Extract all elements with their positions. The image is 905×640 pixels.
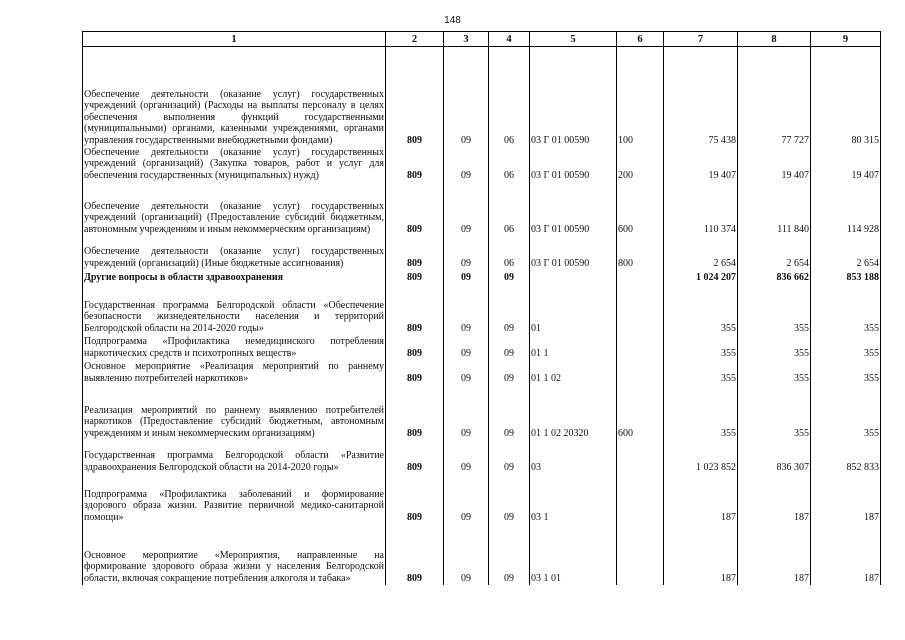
header-cell: 1 [83, 32, 386, 47]
row-amount-year-3: 187 [811, 474, 881, 524]
row-target-article: 03 Г 01 00590 [530, 236, 617, 270]
row-description: Обеспечение деятельности (оказание услуг) государственных учреждений (организаций) (Иные бюджетные ассигнования) [83, 236, 386, 270]
table-row [83, 147, 881, 182]
row-expense-type [617, 335, 664, 360]
row-description: Государственная программа Белгородской области «Обеспечение безопасности жизнедеятельности населения и территорий Белгородской области на 2014-2020 годы» [83, 284, 386, 335]
row-amount-year-3: 355 [811, 335, 881, 360]
row-amount-year-1: 2 654 [664, 236, 738, 270]
row-target-article: 03 1 01 [530, 524, 617, 585]
row-expense-type: 200 [617, 147, 664, 182]
row-amount-year-2: 77 727 [738, 47, 811, 147]
row-amount-year-3: 852 833 [811, 440, 881, 474]
row-ministry-code: 809 [386, 147, 444, 182]
row-section-code: 09 [444, 474, 489, 524]
row-ministry-code: 809 [386, 270, 444, 284]
row-section-code: 09 [444, 335, 489, 360]
row-expense-type [617, 524, 664, 585]
row-expense-type: 100 [617, 47, 664, 147]
row-expense-type: 600 [617, 385, 664, 440]
row-section-code: 09 [444, 284, 489, 335]
table-row [83, 360, 881, 385]
row-ministry-code: 809 [386, 182, 444, 236]
header-row [83, 32, 881, 47]
table-row [83, 270, 881, 284]
header-cell: 8 [738, 32, 811, 47]
row-amount-year-3: 355 [811, 284, 881, 335]
row-amount-year-1: 187 [664, 474, 738, 524]
row-amount-year-1: 355 [664, 284, 738, 335]
row-subsection-code: 06 [489, 147, 530, 182]
row-subsection-code: 09 [489, 270, 530, 284]
row-description: Обеспечение деятельности (оказание услуг) государственных учреждений (организаций) (Предоставление субсидий бюджетным, автономным учреждениям и иным некоммерческим организациям) [83, 182, 386, 236]
row-amount-year-1: 355 [664, 385, 738, 440]
row-amount-year-2: 2 654 [738, 236, 811, 270]
row-expense-type [617, 360, 664, 385]
row-amount-year-2: 355 [738, 385, 811, 440]
row-target-article: 03 1 [530, 474, 617, 524]
table-row [83, 524, 881, 585]
row-expense-type: 800 [617, 236, 664, 270]
row-amount-year-3: 19 407 [811, 147, 881, 182]
table-row [83, 47, 881, 147]
row-description: Подпрограмма «Профилактика немедицинского потребления наркотических средств и психотропных веществ» [84, 336, 384, 359]
row-ministry-code: 809 [386, 524, 444, 585]
row-section-code: 09 [444, 440, 489, 474]
table-row [83, 182, 881, 236]
row-subsection-code: 09 [489, 474, 530, 524]
row-amount-year-2: 187 [738, 524, 811, 585]
page-number: 148 [444, 15, 461, 26]
row-amount-year-2: 19 407 [738, 147, 811, 182]
row-section-code: 09 [444, 524, 489, 585]
header-cell: 6 [617, 32, 664, 47]
row-subsection-code: 09 [489, 284, 530, 335]
row-expense-type [617, 440, 664, 474]
row-ministry-code: 809 [386, 385, 444, 440]
row-description: Подпрограмма «Профилактика заболеваний и формирование здорового образа жизни. Развитие первичной медико-санитарной помощи» [83, 474, 386, 524]
row-expense-type [617, 474, 664, 524]
row-amount-year-2: 355 [738, 360, 811, 385]
row-amount-year-1: 110 374 [664, 182, 738, 236]
row-target-article: 03 Г 01 00590 [530, 147, 617, 182]
table-row [83, 335, 881, 360]
row-amount-year-3: 355 [811, 360, 881, 385]
row-ministry-code: 809 [386, 440, 444, 474]
row-expense-type: 600 [617, 182, 664, 236]
header-cell: 4 [489, 32, 530, 47]
row-amount-year-3: 187 [811, 524, 881, 585]
row-amount-year-3: 80 315 [811, 47, 881, 147]
row-ministry-code: 809 [386, 335, 444, 360]
table-row [83, 440, 881, 474]
row-target-article: 03 [530, 440, 617, 474]
table-row [83, 284, 881, 335]
row-description: Основное мероприятие «Реализация мероприятий по раннему выявлению потребителей наркотиков» [84, 361, 384, 384]
row-amount-year-3: 853 188 [811, 270, 881, 284]
row-subsection-code: 09 [489, 360, 530, 385]
row-amount-year-2: 355 [738, 335, 811, 360]
row-amount-year-1: 355 [664, 335, 738, 360]
row-ministry-code: 809 [386, 47, 444, 147]
header-cell: 9 [811, 32, 881, 47]
row-amount-year-3: 114 928 [811, 182, 881, 236]
row-description: Другие вопросы в области здравоохранения [83, 270, 386, 284]
row-ministry-code: 809 [386, 474, 444, 524]
row-amount-year-1: 1 023 852 [664, 440, 738, 474]
row-amount-year-1: 355 [664, 360, 738, 385]
row-description: Обеспечение деятельности (оказание услуг) государственных учреждений (организаций) (Закупка товаров, работ и услуг для обеспечения государственных (муниципальных) нужд) [84, 146, 384, 181]
row-subsection-code: 09 [489, 385, 530, 440]
row-description: Государственная программа Белгородской области «Развитие здравоохранения Белгородской области на 2014-2020 годы» [83, 440, 386, 474]
row-description: Реализация мероприятий по раннему выявлению потребителей наркотиков (Предоставление субсидий бюджетным, автономным учреждениям и иным некоммерческим организациям) [83, 385, 386, 440]
row-subsection-code: 06 [489, 236, 530, 270]
row-target-article: 01 [530, 284, 617, 335]
row-subsection-code: 06 [489, 47, 530, 147]
row-description: Основное мероприятие «Мероприятия, направленные на формирование здорового образа жизни у населения Белгородской области, включая сокращение потребления алкоголя и табака» [83, 524, 386, 585]
row-target-article: 01 1 [530, 335, 617, 360]
row-ministry-code: 809 [386, 284, 444, 335]
row-section-code: 09 [444, 47, 489, 147]
table-row [83, 385, 881, 440]
row-target-article: 03 Г 01 00590 [530, 182, 617, 236]
row-target-article: 01 1 02 [530, 360, 617, 385]
row-amount-year-1: 1 024 207 [664, 270, 738, 284]
row-amount-year-2: 836 662 [738, 270, 811, 284]
row-amount-year-2: 187 [738, 474, 811, 524]
table-row [83, 236, 881, 270]
row-amount-year-1: 75 438 [664, 47, 738, 147]
row-expense-type [617, 284, 664, 335]
row-section-code: 09 [444, 147, 489, 182]
row-amount-year-2: 836 307 [738, 440, 811, 474]
header-cell: 3 [444, 32, 489, 47]
row-expense-type [617, 270, 664, 284]
row-section-code: 09 [444, 385, 489, 440]
row-target-article: 03 Г 01 00590 [530, 47, 617, 147]
header-cell: 5 [530, 32, 617, 47]
row-target-article [530, 270, 617, 284]
row-amount-year-2: 111 840 [738, 182, 811, 236]
row-section-code: 09 [444, 270, 489, 284]
budget-table [82, 31, 881, 585]
row-subsection-code: 09 [489, 524, 530, 585]
row-subsection-code: 09 [489, 440, 530, 474]
row-description: Обеспечение деятельности (оказание услуг) государственных учреждений (организаций) (Расходы на выплаты персоналу в целях обеспечения выполнения функций государственными (муниципальными) органами, казенными учреждениями, органами управления государственными внебюджетными фондами) [83, 47, 386, 147]
row-amount-year-3: 2 654 [811, 236, 881, 270]
header-cell: 2 [386, 32, 444, 47]
row-amount-year-3: 355 [811, 385, 881, 440]
row-ministry-code: 809 [386, 236, 444, 270]
row-subsection-code: 09 [489, 335, 530, 360]
header-cell: 7 [664, 32, 738, 47]
row-section-code: 09 [444, 182, 489, 236]
table-row [83, 474, 881, 524]
row-amount-year-1: 19 407 [664, 147, 738, 182]
row-target-article: 01 1 02 20320 [530, 385, 617, 440]
row-section-code: 09 [444, 360, 489, 385]
row-amount-year-1: 187 [664, 524, 738, 585]
row-subsection-code: 06 [489, 182, 530, 236]
row-section-code: 09 [444, 236, 489, 270]
row-ministry-code: 809 [386, 360, 444, 385]
row-amount-year-2: 355 [738, 284, 811, 335]
